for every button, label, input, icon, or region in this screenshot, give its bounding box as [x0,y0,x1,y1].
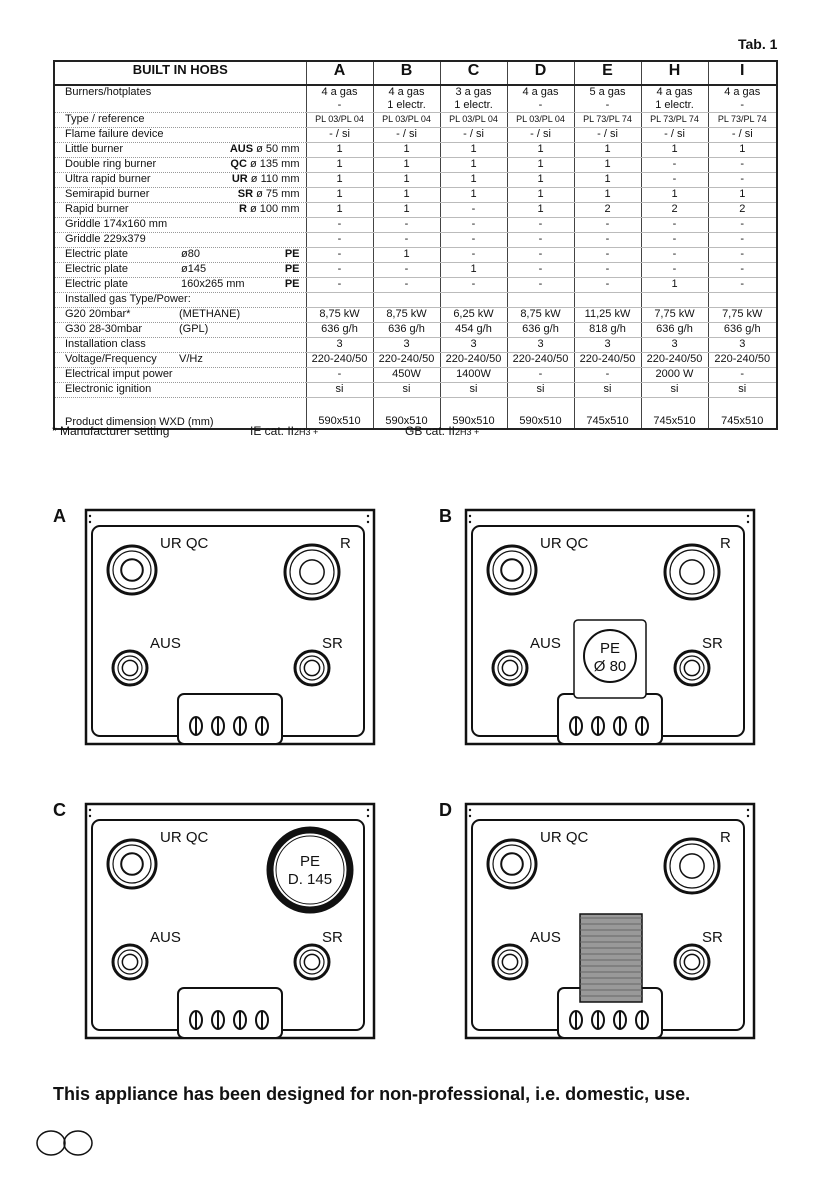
screw-icon [747,521,749,523]
table-cell: - [440,233,507,248]
table-cell: - [507,248,574,263]
footnote-manufacturer: * Manufacturer setting [52,424,170,438]
installed-gas-label: Installed gas Type/Power: [54,293,306,308]
model-header: H [641,61,708,85]
table-cell: 7,75 kW [708,308,777,323]
table-cell: - [641,263,708,278]
table-row [54,278,777,293]
table-cell: 6,25 kW [440,308,507,323]
electric-plate-size: D. 145 [287,871,333,888]
table-cell: 4 a gas 1 electr. [641,85,708,113]
row-label-detail: V/Hz [179,353,203,365]
row-label-detail: 160x265 mm [181,278,245,290]
table-row [54,158,777,173]
table-cell: 1 [574,173,641,188]
table-cell: 2 [574,203,641,218]
table-cell: 1 [708,143,777,158]
table-cell: 2 [708,203,777,218]
screw-icon [89,809,91,811]
row-label-detail: ø145 [181,263,207,275]
table-row [54,233,777,248]
row-label-text: Double ring burner [65,158,157,170]
table-cell: 1400W [440,368,507,383]
electric-plate-size: Ø 80 [593,658,627,675]
row-label [54,248,306,263]
row-label-text: Electronic ignition [65,383,152,395]
table-cell: - [306,218,373,233]
model-header: E [574,61,641,85]
table-cell: - [641,173,708,188]
table-cell: - [306,263,373,278]
table-cell: si [708,383,777,398]
table-cell: - [574,368,641,383]
row-label [54,143,306,158]
table-cell: 1 [574,158,641,173]
row-label-detail: (METHANE) [179,308,241,320]
hob-model-letter: D [439,800,452,820]
table-row [54,143,777,158]
table-cell: 1 [641,143,708,158]
table-cell: 745x510 [641,398,708,430]
table-cell: 3 [641,338,708,353]
burner-label-r: R [720,829,731,846]
table-cell: - [708,233,777,248]
table-cell [306,293,373,308]
table-cell: 3 a gas 1 electr. [440,85,507,113]
table-cell: - / si [440,128,507,143]
table-cell: 1 [507,203,574,218]
table-header-row [54,61,777,85]
table-cell [641,293,708,308]
row-label-text: Flame failure device [65,128,164,140]
row-label-text: Installation class [65,338,146,350]
table-cell: - [708,173,777,188]
table-cell: 220-240/50 [373,353,440,368]
row-label-text: Product dimension WXD (mm) [65,416,214,428]
domestic-use-statement: This appliance has been designed for non-professional, i.e. domestic, use. [53,1084,691,1104]
table-reference: Tab. 1 [738,36,778,52]
table-cell: - [507,278,574,293]
row-label [54,383,306,398]
burner-code: QC ø 135 mm [230,158,300,170]
table-cell: 1 [373,158,440,173]
table-cell: - [708,278,777,293]
table-cell: 1 [440,158,507,173]
burner-code: UR ø 110 mm [231,173,300,185]
table-row [54,218,777,233]
burner-label-aus: AUS [150,929,181,946]
row-label-text: Griddle 229x379 [65,233,146,245]
row-label [54,203,306,218]
table-cell: - [306,248,373,263]
row-label-text: G20 20mbar* [65,308,131,320]
table-cell: - [507,233,574,248]
electric-plate [270,830,350,910]
burner-code: AUS ø 50 mm [229,143,300,155]
table-cell [507,293,574,308]
row-label [54,85,306,113]
table-cell [708,293,777,308]
screw-icon [367,521,369,523]
row-label-text: Electrical imput power [65,368,173,380]
table-cell: 220-240/50 [574,353,641,368]
burner-label-sr: SR [322,635,343,652]
screw-icon [89,815,91,817]
table-cell: - [641,158,708,173]
table-cell: 1 [641,278,708,293]
ultra-rapid-burner-cap [501,559,523,581]
hob-diagram [84,508,376,748]
table-cell: 1 [574,188,641,203]
row-label-text: G30 28-30mbar [65,323,143,335]
burner-label-urqc: UR QC [160,829,209,846]
row-label-text: Electric plate [65,278,128,290]
table-cell: si [306,383,373,398]
table-cell: - [306,368,373,383]
table-cell: si [507,383,574,398]
table-cell: - [641,218,708,233]
table-cell [440,293,507,308]
table-cell: - [507,368,574,383]
table-cell: 590x510 [373,398,440,430]
burner-label-aus: AUS [530,635,561,652]
row-label [54,263,306,278]
table-cell: 2000 W [641,368,708,383]
table-cell: 1 [306,203,373,218]
table-row [54,368,777,383]
row-label [54,173,306,188]
table-cell: 8,75 kW [306,308,373,323]
table-cell: 4 a gas - [708,85,777,113]
screw-icon [469,515,471,517]
table-cell: 636 g/h [507,323,574,338]
table-cell: 1 [507,188,574,203]
row-label [54,158,306,173]
table-cell: - [574,248,641,263]
table-cell: - / si [306,128,373,143]
burner-code: PE [284,263,300,275]
table-cell: PL 73/PL 74 [708,113,777,128]
table-cell: - [574,278,641,293]
table-cell: - [373,218,440,233]
burner-code: PE [284,248,300,260]
table-cell: - / si [708,128,777,143]
table-cell: 1 [306,158,373,173]
row-label [54,323,306,338]
table-cell [373,293,440,308]
burner-label-aus: AUS [530,929,561,946]
row-label-detail: ø80 [181,248,200,260]
row-label [54,308,306,323]
electric-plate-label: PE [599,640,621,657]
screw-icon [747,515,749,517]
griddle-plate [580,914,642,1002]
table-cell: - [373,233,440,248]
rapid-burner [665,839,719,893]
row-label-text: Electric plate [65,263,128,275]
screw-icon [747,809,749,811]
table-cell: 590x510 [306,398,373,430]
row-label [54,278,306,293]
table-cell: 5 a gas - [574,85,641,113]
table-cell: 3 [306,338,373,353]
table-cell: 1 [373,203,440,218]
table-cell: - / si [507,128,574,143]
table-cell: 3 [507,338,574,353]
burner-label-urqc: UR QC [540,535,589,552]
table-cell: PL 03/PL 04 [373,113,440,128]
table-cell: - [708,158,777,173]
table-cell: 11,25 kW [574,308,641,323]
specification-table [53,60,778,430]
table-row [54,248,777,263]
screw-icon [469,521,471,523]
screw-icon [367,815,369,817]
table-cell: 1 [641,188,708,203]
row-label-text: Electric plate [65,248,128,260]
table-cell: 1 [440,263,507,278]
row-label [54,233,306,248]
table-cell: - [440,203,507,218]
table-cell: 1 [440,173,507,188]
rapid-burner [665,545,719,599]
table-cell: - [440,248,507,263]
table-cell: 636 g/h [708,323,777,338]
table-cell: 1 [440,188,507,203]
table-cell: 636 g/h [373,323,440,338]
table-cell: 8,75 kW [507,308,574,323]
table-cell: PL 73/PL 74 [574,113,641,128]
table-cell: 220-240/50 [440,353,507,368]
table-cell: - [306,233,373,248]
table-cell: PL 03/PL 04 [440,113,507,128]
table-cell: 636 g/h [641,323,708,338]
table-row [54,188,777,203]
table-cell: 818 g/h [574,323,641,338]
footnote-ie-category: IE cat. II2H3 + [250,424,319,438]
hob-diagram [464,508,756,748]
table-row [54,128,777,143]
table-cell: 590x510 [440,398,507,430]
row-label [54,128,306,143]
row-label [54,368,306,383]
table-cell: 1 [306,143,373,158]
row-label-text: Semirapid burner [65,188,150,200]
model-header: A [306,61,373,85]
table-row [54,85,777,113]
table-cell: 3 [373,338,440,353]
table-cell: 8,75 kW [373,308,440,323]
table-row [54,113,777,128]
table-row [54,203,777,218]
burner-label-sr: SR [702,635,723,652]
table-cell: si [373,383,440,398]
table-cell: 3 [440,338,507,353]
table-row [54,338,777,353]
table-cell: - [440,278,507,293]
screw-icon [367,515,369,517]
language-badge-icon [34,1128,114,1158]
row-label-text: Type / reference [65,113,145,125]
table-cell: - [641,248,708,263]
table-cell: PL 03/PL 04 [306,113,373,128]
table-cell: 7,75 kW [641,308,708,323]
row-label-text: Little burner [65,143,124,155]
table-cell: 220-240/50 [708,353,777,368]
row-label-text: Burners/hotplates [65,86,152,98]
hob-model-letter: B [439,506,452,526]
row-label-text: Voltage/Frequency [65,353,157,365]
table-cell: - [574,233,641,248]
table-cell: 3 [574,338,641,353]
ultra-rapid-burner-cap [121,853,143,875]
row-label [54,353,306,368]
table-cell: 2 [641,203,708,218]
ultra-rapid-burner-cap [501,853,523,875]
table-row [54,323,777,338]
table-cell [574,293,641,308]
hob-model-letter: C [53,800,66,820]
table-cell: - [708,263,777,278]
row-label-text: Griddle 174x160 mm [65,218,168,230]
row-label [54,113,306,128]
table-cell: - / si [574,128,641,143]
screw-icon [367,809,369,811]
table-cell: 1 [373,173,440,188]
table-cell: 1 [373,188,440,203]
row-label [54,218,306,233]
table-cell: PL 03/PL 04 [507,113,574,128]
table-cell: si [574,383,641,398]
table-cell: 1 [373,143,440,158]
table-cell: 4 a gas 1 electr. [373,85,440,113]
row-label-detail: (GPL) [179,323,209,335]
burner-code: R ø 100 mm [238,203,300,215]
row-label-text: Rapid burner [65,203,129,215]
hob-diagram [84,802,376,1042]
screw-icon [89,521,91,523]
hob-model-letter: A [53,506,66,526]
table-cell: 1 [574,143,641,158]
table-cell: - [373,263,440,278]
row-label [54,338,306,353]
table-cell: 4 a gas - [507,85,574,113]
table-cell: - [507,218,574,233]
rapid-burner [285,545,339,599]
table-row [54,173,777,188]
table-cell: - / si [641,128,708,143]
screw-icon [469,809,471,811]
table-cell: - [708,218,777,233]
table-cell: - [574,263,641,278]
model-header: B [373,61,440,85]
burner-label-urqc: UR QC [160,535,209,552]
table-row [54,353,777,368]
table-row [54,263,777,278]
table-cell: 1 [507,173,574,188]
screw-icon [747,815,749,817]
table-row [54,383,777,398]
burner-label-r: R [720,535,731,552]
burner-code: PE [284,278,300,290]
table-row [54,293,777,308]
table-cell: - [507,263,574,278]
table-cell: - [574,218,641,233]
table-cell: 220-240/50 [507,353,574,368]
table-cell: 3 [708,338,777,353]
row-label-text: Ultra rapid burner [65,173,151,185]
table-cell: 1 [306,188,373,203]
burner-code: SR ø 75 mm [237,188,300,200]
table-cell: PL 73/PL 74 [641,113,708,128]
table-cell: - [306,278,373,293]
model-header: I [708,61,777,85]
table-cell: 220-240/50 [306,353,373,368]
burner-label-sr: SR [322,929,343,946]
table-cell: 745x510 [574,398,641,430]
table-cell: 636 g/h [306,323,373,338]
table-cell: 450W [373,368,440,383]
table-cell: - [641,233,708,248]
table-cell: - [708,248,777,263]
model-header: D [507,61,574,85]
table-cell: 1 [440,143,507,158]
table-cell: 1 [306,173,373,188]
electric-plate-label: PE [299,853,321,870]
table-cell: 745x510 [708,398,777,430]
screw-icon [469,815,471,817]
table-cell: - [440,218,507,233]
screw-icon [89,515,91,517]
footnote-gb-category: GB cat. II2H3 + [405,424,480,438]
burner-label-aus: AUS [150,635,181,652]
model-header: C [440,61,507,85]
table-cell: - [708,368,777,383]
table-cell: 1 [708,188,777,203]
burner-label-urqc: UR QC [540,829,589,846]
table-cell: 590x510 [507,398,574,430]
table-cell: - [373,278,440,293]
table-cell: 454 g/h [440,323,507,338]
table-cell: 4 a gas - [306,85,373,113]
burner-label-r: R [340,535,351,552]
hob-diagram [464,802,756,1042]
ultra-rapid-burner-cap [121,559,143,581]
table-cell: 1 [507,143,574,158]
table-cell: 220-240/50 [641,353,708,368]
table-cell: - / si [373,128,440,143]
burner-label-sr: SR [702,929,723,946]
table-title: BUILT IN HOBS [54,61,306,85]
table-row [54,308,777,323]
table-cell: si [641,383,708,398]
table-cell: 1 [507,158,574,173]
table-cell: 1 [373,248,440,263]
table-cell: si [440,383,507,398]
row-label [54,188,306,203]
